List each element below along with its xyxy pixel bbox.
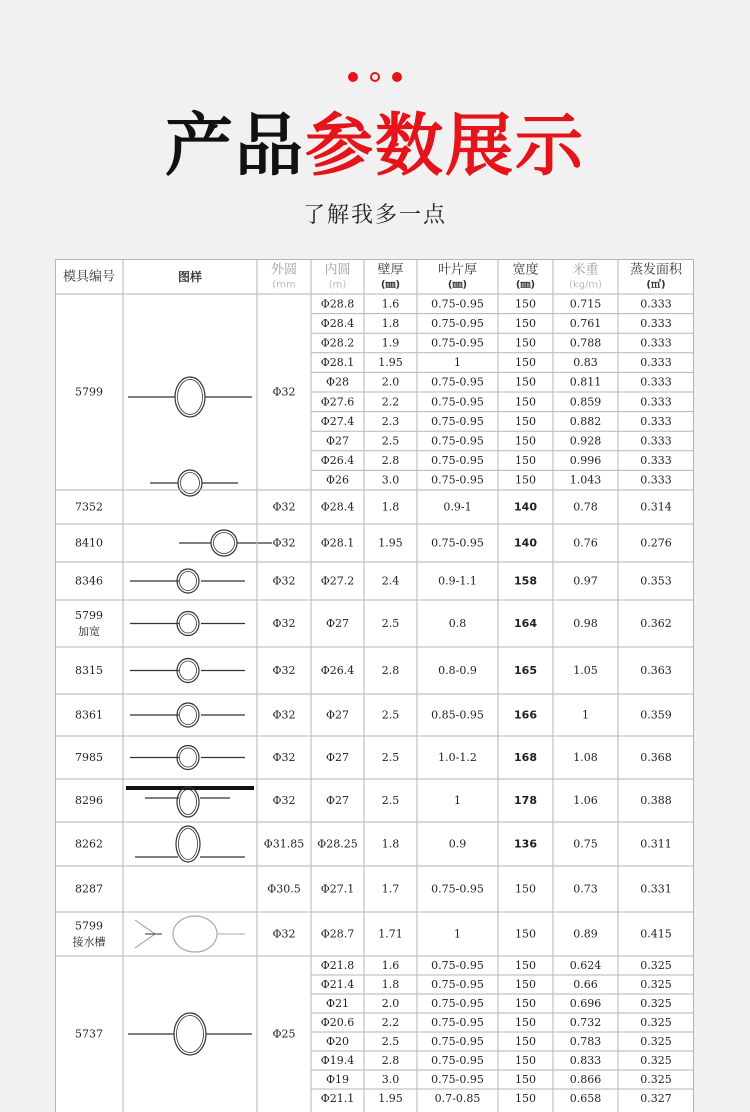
table-cell: Φ28.1 bbox=[320, 536, 355, 550]
table-cell: Φ27.4 bbox=[320, 414, 355, 428]
table-cell: 0.85-0.95 bbox=[431, 708, 484, 722]
table-cell: Φ27 bbox=[325, 794, 350, 807]
table-cell: 0.276 bbox=[640, 536, 672, 550]
profile-drawing bbox=[128, 1013, 252, 1055]
table-cell: 0.783 bbox=[569, 1035, 602, 1048]
table-cell: 0.78 bbox=[573, 500, 598, 514]
outer-diameter: Φ32 bbox=[272, 574, 296, 588]
table-cell: 150 bbox=[515, 1073, 536, 1086]
table-cell: 0.66 bbox=[573, 978, 598, 991]
profile-drawing bbox=[130, 569, 245, 593]
table-cell: 150 bbox=[515, 978, 536, 991]
table-cell: 0.75-0.95 bbox=[431, 1054, 484, 1067]
table-cell: 1.71 bbox=[378, 927, 403, 941]
mold-code: 8346 bbox=[75, 574, 103, 588]
table-cell: 1.8 bbox=[381, 500, 400, 514]
profile-drawing bbox=[135, 826, 245, 862]
table-cell: 150 bbox=[515, 1035, 536, 1048]
table-cell: 0.696 bbox=[569, 997, 602, 1010]
table-cell: 1 bbox=[454, 794, 461, 807]
table-cell: 0.362 bbox=[640, 617, 672, 630]
parameter-table bbox=[55, 259, 694, 1112]
table-cell: 0.75-0.95 bbox=[431, 414, 484, 428]
table-cell: 164 bbox=[514, 617, 537, 630]
table-cell: Φ28.2 bbox=[320, 336, 355, 350]
table-cell: 158 bbox=[514, 574, 537, 588]
outer-diameter: Φ32 bbox=[272, 751, 296, 764]
table-cell: Φ27 bbox=[325, 708, 350, 722]
table-cell: Φ19.4 bbox=[320, 1054, 355, 1067]
table-cell: 150 bbox=[515, 454, 536, 468]
table-cell: 0.368 bbox=[640, 751, 672, 764]
table-cell: 1.8 bbox=[381, 316, 400, 330]
table-cell: 0.8 bbox=[448, 617, 467, 630]
table-cell: Φ21 bbox=[325, 997, 350, 1010]
table-cell: 2.5 bbox=[381, 434, 400, 448]
table-cell: 0.788 bbox=[569, 336, 602, 350]
table-cell: Φ26.4 bbox=[320, 664, 355, 677]
table-cell: 0.97 bbox=[573, 574, 598, 588]
table-cell: 0.9-1 bbox=[443, 500, 472, 514]
mold-code: 8262 bbox=[75, 837, 103, 851]
table-cell: 0.388 bbox=[640, 794, 672, 807]
table-cell: 150 bbox=[515, 414, 536, 428]
table-cell: 0.325 bbox=[640, 978, 672, 991]
table-cell: 0.359 bbox=[640, 708, 672, 722]
table-cell: 2.8 bbox=[381, 454, 400, 468]
table-cell: 1.9 bbox=[381, 336, 400, 350]
table-cell: 2.2 bbox=[381, 1016, 400, 1029]
table-cell: Φ21.4 bbox=[320, 978, 355, 991]
table-cell: Φ28.1 bbox=[320, 356, 355, 370]
outer-diameter: Φ32 bbox=[272, 385, 296, 399]
header-label: 图样 bbox=[177, 270, 203, 284]
table-cell: 0.811 bbox=[569, 375, 602, 389]
header-label: 壁厚 bbox=[377, 262, 404, 278]
profile-drawing bbox=[130, 703, 245, 727]
profile-drawing bbox=[130, 659, 245, 683]
table-cell: 0.75 bbox=[573, 837, 598, 851]
table-cell: 0.9 bbox=[448, 837, 467, 851]
table-cell: 1.6 bbox=[381, 959, 400, 972]
outer-diameter: Φ25 bbox=[272, 1027, 296, 1041]
table-cell: 0.325 bbox=[640, 1035, 672, 1048]
title-part-red: 参数展示 bbox=[305, 107, 586, 186]
table-cell: 3.0 bbox=[381, 473, 400, 487]
table-cell: 1.043 bbox=[569, 473, 602, 487]
table-cell: 2.5 bbox=[381, 708, 400, 722]
mold-code: 8410 bbox=[75, 536, 103, 550]
table-cell: 0.333 bbox=[640, 473, 672, 487]
profile-drawing bbox=[126, 786, 254, 817]
table-cell: Φ28.4 bbox=[320, 316, 355, 330]
table-cell: 2.0 bbox=[381, 997, 400, 1010]
table-cell: 140 bbox=[514, 500, 537, 514]
outer-diameter: Φ32 bbox=[272, 794, 296, 807]
mold-code-suffix: 加宽 bbox=[78, 625, 100, 638]
mold-code: 5799 bbox=[75, 385, 103, 399]
table-cell: 150 bbox=[515, 959, 536, 972]
table-cell: 1 bbox=[454, 927, 461, 941]
header-label: 内圆 bbox=[324, 262, 351, 278]
table-cell: Φ27 bbox=[325, 751, 350, 764]
table-cell: 0.75-0.95 bbox=[431, 473, 484, 487]
header-label: 米重 bbox=[572, 262, 599, 278]
table-cell: 0.75-0.95 bbox=[431, 1016, 484, 1029]
profile-tube bbox=[178, 470, 202, 496]
table-cell: Φ28 bbox=[325, 375, 350, 389]
table-cell: 0.75-0.95 bbox=[431, 997, 484, 1010]
table-cell: Φ28.7 bbox=[320, 927, 355, 941]
table-cell: Φ27 bbox=[325, 434, 350, 448]
table-cell: 0.89 bbox=[573, 927, 598, 941]
table-cell: 0.333 bbox=[640, 356, 672, 370]
table-cell: Φ19 bbox=[325, 1073, 350, 1086]
table-cell: 150 bbox=[515, 997, 536, 1010]
table-cell: 0.75-0.95 bbox=[431, 297, 484, 311]
table-cell: 0.715 bbox=[569, 297, 602, 311]
table-cell: 1.05 bbox=[573, 664, 598, 677]
profile-tube-inner bbox=[180, 748, 197, 767]
table-cell: 0.415 bbox=[640, 927, 672, 941]
table-cell: 150 bbox=[515, 297, 536, 311]
table-cell: 2.5 bbox=[381, 794, 400, 807]
profile-tube-inner bbox=[179, 829, 198, 860]
outer-diameter: Φ32 bbox=[272, 664, 296, 677]
profile-tube-inner bbox=[180, 790, 197, 815]
table-cell: 0.928 bbox=[569, 434, 602, 448]
table-cell: 0.75-0.95 bbox=[431, 375, 484, 389]
mold-code: 8361 bbox=[75, 708, 103, 722]
table-cell: 0.333 bbox=[640, 414, 672, 428]
parameter-table-svg bbox=[55, 259, 694, 1112]
table-cell: 0.7-0.85 bbox=[434, 1092, 481, 1105]
table-cell: Φ26.4 bbox=[320, 454, 355, 468]
table-cell: 2.4 bbox=[381, 574, 400, 588]
table-cell: 0.882 bbox=[569, 414, 602, 428]
table-cell: 0.859 bbox=[569, 395, 602, 409]
outer-diameter: Φ32 bbox=[272, 708, 296, 722]
mold-code: 5799 bbox=[75, 919, 103, 933]
table-cell: 0.353 bbox=[640, 574, 672, 588]
table-cell: 0.75-0.95 bbox=[431, 454, 484, 468]
header-label: 蒸发面积 bbox=[629, 262, 683, 278]
profile-drawing bbox=[135, 916, 245, 952]
table-cell: 2.0 bbox=[381, 375, 400, 389]
table-cell: 2.8 bbox=[381, 1054, 400, 1067]
table-cell: 0.75-0.95 bbox=[431, 882, 484, 896]
table-cell: 0.333 bbox=[640, 316, 672, 330]
outer-diameter: Φ32 bbox=[272, 617, 296, 630]
table-cell: 0.75-0.95 bbox=[431, 536, 484, 550]
outer-diameter: Φ32 bbox=[272, 500, 296, 514]
table-cell: 0.9-1.1 bbox=[438, 574, 477, 588]
outer-diameter: Φ32 bbox=[272, 927, 296, 941]
table-cell: Φ20 bbox=[325, 1035, 350, 1048]
table-cell: 2.3 bbox=[381, 414, 400, 428]
table-cell: 1 bbox=[582, 708, 589, 722]
table-cell: 1.8 bbox=[381, 978, 400, 991]
table-cell: 0.325 bbox=[640, 997, 672, 1010]
table-cell: 0.833 bbox=[569, 1054, 602, 1067]
mold-code: 5799 bbox=[75, 609, 103, 622]
table-cell: 0.75-0.95 bbox=[431, 1035, 484, 1048]
header-unit: (m) bbox=[328, 279, 347, 291]
profile-tube bbox=[174, 1013, 206, 1055]
table-cell: 0.75-0.95 bbox=[431, 316, 484, 330]
profile-tube-inner bbox=[180, 572, 197, 591]
table-cell: 0.311 bbox=[640, 837, 672, 851]
table-cell: 1.06 bbox=[573, 794, 598, 807]
profile-tube bbox=[211, 530, 237, 556]
table-cell: 2.5 bbox=[381, 617, 400, 630]
table-cell: 150 bbox=[515, 882, 536, 896]
table-cell: Φ27.6 bbox=[320, 395, 355, 409]
table-cell: 0.333 bbox=[640, 297, 672, 311]
table-cell: 0.98 bbox=[573, 617, 598, 630]
table-cell: Φ21.8 bbox=[320, 959, 355, 972]
mold-code-suffix: 接水槽 bbox=[72, 935, 106, 949]
table-cell: 1.8 bbox=[381, 837, 400, 851]
header-unit: (㎡) bbox=[646, 279, 666, 291]
table-cell: 1 bbox=[454, 356, 461, 370]
profile-tube-inner bbox=[180, 661, 197, 680]
profile-tube bbox=[177, 703, 199, 727]
table-cell: 150 bbox=[515, 1092, 536, 1105]
table-cell: 150 bbox=[515, 375, 536, 389]
table-cell: Φ27 bbox=[325, 617, 350, 630]
table-cell: 0.333 bbox=[640, 434, 672, 448]
table-cell: 0.75-0.95 bbox=[431, 395, 484, 409]
profile-tube bbox=[176, 826, 200, 862]
table-cell: 1.6 bbox=[381, 297, 400, 311]
table-cell: 1.7 bbox=[381, 882, 400, 896]
table-cell: 0.333 bbox=[640, 375, 672, 389]
table-cell: Φ27.2 bbox=[320, 574, 355, 588]
profile-tube bbox=[177, 569, 199, 593]
title-part-black: 产品 bbox=[164, 107, 305, 186]
table-cell: 0.73 bbox=[573, 882, 598, 896]
table-cell: 0.325 bbox=[640, 1016, 672, 1029]
profile-tube bbox=[173, 916, 217, 952]
profile-tube-inner bbox=[180, 614, 197, 633]
dot-filled bbox=[348, 72, 358, 82]
header-label: 模具编号 bbox=[62, 269, 116, 285]
table-cell: 150 bbox=[515, 434, 536, 448]
mold-code: 7985 bbox=[75, 751, 103, 764]
table-cell: 0.75-0.95 bbox=[431, 1073, 484, 1086]
table-cell: Φ27.1 bbox=[320, 882, 355, 896]
table-cell: 1.95 bbox=[378, 356, 403, 370]
table-cell: 0.333 bbox=[640, 454, 672, 468]
profile-drawing bbox=[130, 612, 245, 636]
table-cell: 0.327 bbox=[640, 1092, 672, 1105]
table-cell: 2.8 bbox=[381, 664, 400, 677]
outer-diameter: Φ30.5 bbox=[267, 882, 301, 896]
table-cell: 0.314 bbox=[640, 500, 672, 514]
table-cell: 0.325 bbox=[640, 959, 672, 972]
table-cell: Φ28.8 bbox=[320, 297, 355, 311]
table-cell: 136 bbox=[514, 837, 537, 851]
table-cell: 0.8-0.9 bbox=[438, 664, 477, 677]
profile-drawing bbox=[130, 746, 245, 770]
profile-drawing bbox=[179, 530, 272, 556]
profile-tube-inner bbox=[177, 1016, 204, 1053]
table-cell: 140 bbox=[514, 536, 537, 550]
table-cell: 150 bbox=[515, 473, 536, 487]
table-cell: 1.0-1.2 bbox=[438, 751, 477, 764]
mold-code: 8296 bbox=[75, 794, 103, 807]
decorative-dots bbox=[0, 69, 750, 85]
table-cell: 0.331 bbox=[640, 882, 672, 896]
table-cell: 0.658 bbox=[569, 1092, 602, 1105]
profile-tube bbox=[175, 377, 205, 417]
table-cell: 165 bbox=[514, 664, 537, 677]
header-label: 叶片厚 bbox=[437, 262, 478, 278]
table-cell: 150 bbox=[515, 1054, 536, 1067]
outer-diameter: Φ32 bbox=[272, 536, 296, 550]
mold-code: 5737 bbox=[75, 1027, 103, 1041]
table-cell: 166 bbox=[514, 708, 537, 722]
table-cell: 150 bbox=[515, 356, 536, 370]
table-cell: 0.732 bbox=[569, 1016, 602, 1029]
table-cell: 0.75-0.95 bbox=[431, 434, 484, 448]
page-title bbox=[0, 104, 750, 190]
header-unit: (kg/m) bbox=[568, 279, 603, 291]
table-cell: 0.75-0.95 bbox=[431, 959, 484, 972]
table-cell: 0.75-0.95 bbox=[431, 978, 484, 991]
table-cell: 3.0 bbox=[381, 1073, 400, 1086]
table-cell: Φ28.4 bbox=[320, 500, 355, 514]
table-cell: 168 bbox=[514, 751, 537, 764]
mold-code: 8315 bbox=[75, 664, 103, 677]
table-cell: 0.325 bbox=[640, 1073, 672, 1086]
table-cell: 1.95 bbox=[378, 1092, 403, 1105]
profile-tube bbox=[177, 746, 199, 770]
mold-code: 7352 bbox=[75, 500, 103, 514]
outer-diameter: Φ31.85 bbox=[263, 837, 305, 851]
table-cell: 150 bbox=[515, 927, 536, 941]
table-cell: 2.2 bbox=[381, 395, 400, 409]
header-label: 外圆 bbox=[270, 262, 298, 278]
header-unit: (㎜) bbox=[380, 279, 401, 291]
table-cell: 178 bbox=[514, 794, 537, 807]
table-cell: 2.5 bbox=[381, 751, 400, 764]
table-cell: 0.83 bbox=[573, 356, 598, 370]
table-cell: 0.325 bbox=[640, 1054, 672, 1067]
table-cell: 150 bbox=[515, 1016, 536, 1029]
table-cell: 0.75-0.95 bbox=[431, 336, 484, 350]
table-cell: 2.5 bbox=[381, 1035, 400, 1048]
table-cell: 150 bbox=[515, 336, 536, 350]
profile-tube-inner bbox=[214, 533, 235, 554]
profile-tube bbox=[177, 659, 199, 683]
table-cell: 150 bbox=[515, 316, 536, 330]
table-cell: 0.866 bbox=[569, 1073, 602, 1086]
dot-filled bbox=[392, 72, 402, 82]
table-cell: Φ26 bbox=[325, 473, 350, 487]
table-cell: 0.333 bbox=[640, 395, 672, 409]
table-cell: 0.333 bbox=[640, 336, 672, 350]
profile-drawing bbox=[128, 377, 252, 496]
profile-tube-inner bbox=[178, 380, 203, 415]
mold-code: 8287 bbox=[75, 882, 103, 896]
table-cell: 1.95 bbox=[378, 536, 403, 550]
table-cell: 0.996 bbox=[569, 454, 602, 468]
table-cell: 0.624 bbox=[569, 959, 602, 972]
profile-tube bbox=[177, 612, 199, 636]
header-unit: (㎜) bbox=[515, 279, 536, 291]
table-cell: Φ28.25 bbox=[317, 837, 358, 851]
table-cell: 0.761 bbox=[569, 316, 602, 330]
table-cell: 150 bbox=[515, 395, 536, 409]
table-cell: 0.363 bbox=[640, 664, 672, 677]
table-cell: Φ20.6 bbox=[320, 1016, 355, 1029]
profile-tube-inner bbox=[180, 706, 197, 725]
profile-tube bbox=[177, 787, 199, 817]
header-unit: (mm bbox=[272, 279, 296, 291]
table-cell: Φ21.1 bbox=[320, 1092, 355, 1105]
header-label: 宽度 bbox=[512, 262, 539, 278]
table-cell: 1.08 bbox=[573, 751, 598, 764]
header-unit: (㎜) bbox=[447, 279, 468, 291]
table-cell: 0.76 bbox=[573, 536, 598, 550]
dot-hollow bbox=[370, 72, 380, 82]
page-subtitle: 了解我多一点 bbox=[302, 203, 447, 228]
